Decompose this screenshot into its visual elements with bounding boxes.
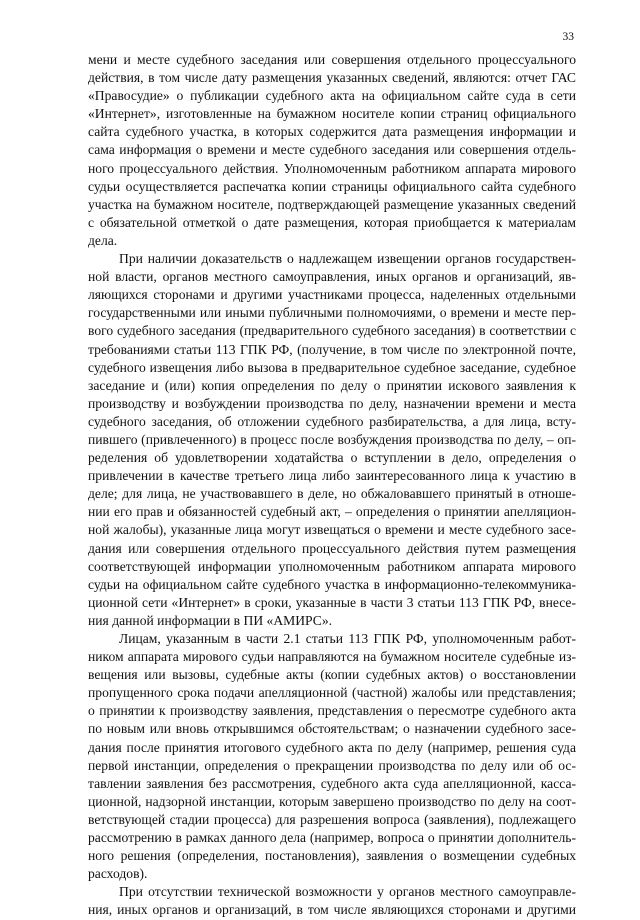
- text-line: При наличии доказательств о надлежащем извещении органов государствен-: [119, 251, 576, 267]
- text-line: мени и месте судебного заседания или совершения отдельного процессуального: [88, 52, 576, 67]
- text-line: по новым или вновь открывшимся обстоятельствам; о назначении судебного засе-: [88, 721, 576, 737]
- text-line: действия, в том числе дату размещения указанных сведений, являются: отчет ГАС: [88, 70, 576, 86]
- text-line: вещения или вызовы, судебные акты (копии судебных актов) о восстановлении: [88, 667, 576, 683]
- text-line: Лицам, указанным в части 2.1 статьи 113 ГПК РФ, уполномоченным работ-: [119, 631, 576, 646]
- text-line: первой инстанции, определения о прекращении производства по делу или об ос-: [88, 757, 576, 773]
- text-line: соответствующей информации уполномоченным работником аппарата мирового: [88, 558, 576, 574]
- text-line: судебного извещения либо вызова в предварительное судебное заседание, судебное: [88, 359, 576, 375]
- paragraph: [88, 51, 576, 250]
- text-line: тавлении заявления без рассмотрения, судебного акта суда апелляционной, касса-: [88, 775, 576, 791]
- text-line: дания после принятия итогового судебного акта по делу (например, решения суда: [88, 739, 576, 755]
- text-line: сама информация о времени и месте судебного заседания или совершения отдель-: [88, 142, 576, 158]
- text-line: расходов).: [88, 866, 148, 882]
- text-line: судьи осуществляется распечатка копии страницы официального сайта судебного: [88, 178, 576, 194]
- text-line: ной жалобы), указанные лица могут извещаться о времени и месте судебного засе-: [88, 522, 576, 538]
- text-line: «Интернет», изготовленные на бумажном носителе копии страниц официального: [88, 106, 576, 122]
- text-line: с обязательной отметкой о дате размещения, которая приобщается к материалам: [88, 214, 576, 230]
- text-line: судебного заседания, об отложении судебного разбирательства, а для лица, всту-: [88, 413, 576, 429]
- text-line: вого судебного заседания (предварительного судебного заседания) в соответствии с: [88, 323, 576, 339]
- text-line: ния данной информации в ПИ «АМИРС».: [88, 612, 333, 628]
- text-line: участка на бумажном носителе, подтверждающей размещение указанных сведений: [88, 196, 576, 212]
- paragraph: [88, 250, 576, 630]
- text-line: нии его прав и обязанностей судебный акт, – определения о принятии апелляцион-: [88, 504, 576, 520]
- text-line: ного процессуального действия. Уполномоченным работником аппарата мирового: [88, 160, 576, 176]
- text-line: ником аппарата мирового судьи направляются на бумажном носителе судебные из-: [88, 649, 576, 665]
- text-line: ного решения (определения, постановления), заявления о возмещении судебных: [88, 848, 576, 864]
- text-line: ционной, надзорной инстанции, которым завершено производство по делу на соот-: [88, 793, 576, 809]
- text-line: заседание и (или) копия определения по делу о принятии искового заявления к: [88, 377, 576, 393]
- text-line: производству и возбуждении производства по делу, назначении времени и места: [88, 395, 576, 411]
- text-line: ветствующей стадии процесса) для разрешения вопроса (заявления), подлежащего: [88, 811, 576, 827]
- document-body: [88, 51, 576, 920]
- text-line: ляющихся сторонами и другими участниками процесса, наделенных отдельными: [88, 287, 576, 303]
- text-line: сайта судебного участка, в которых содержится дата размещения информации и: [88, 124, 576, 140]
- text-line: ния, иных органов и организаций, в том числе являющихся сторонами и другими: [88, 902, 576, 918]
- text-line: ной власти, органов местного самоуправления, иных органов и организаций, яв-: [88, 269, 576, 285]
- text-line: дания или совершения отдельного процессуального действия путем размещения: [88, 540, 576, 556]
- text-line: государственными или иными публичными полномочиями, о времени и месте пер-: [88, 305, 576, 321]
- paragraph: [88, 883, 576, 919]
- text-line: требованиями статьи 113 ГПК РФ, (получение, в том числе по электронной почте,: [88, 341, 576, 357]
- text-line: о принятии к производству заявления, представления о пересмотре судебного акта: [88, 703, 576, 719]
- text-line: дела.: [88, 232, 118, 248]
- text-line: ционной сети «Интернет» в сроки, указанные в части 3 статьи 113 ГПК РФ, внесе-: [88, 594, 576, 610]
- text-line: судьи на официальном сайте судебного участка в информационно-телекоммуника-: [88, 576, 576, 592]
- text-line: ределения об удовлетворении ходатайства о вступлении в дело, определения о: [88, 450, 576, 466]
- text-line: пропущенного срока подачи апелляционной (частной) жалобы или представления;: [88, 685, 576, 701]
- text-line: привлечении в качестве третьего лица либо заинтересованного лица к участию в: [88, 468, 576, 484]
- text-line: пившего (привлеченного) в процесс после возбуждения производства по делу, – оп-: [88, 431, 576, 447]
- text-line: рассмотрению в рамках данного дела (например, вопроса о принятии дополнитель-: [88, 830, 576, 846]
- text-line: При отсутствии технической возможности у органов местного самоуправле-: [119, 884, 576, 900]
- text-line: «Правосудие» о публикации судебного акта на официальном сайте суда в сети: [88, 88, 576, 104]
- paragraph: [88, 630, 576, 883]
- page-number: 33: [562, 31, 574, 43]
- text-line: деле; для лица, не участвовавшего в деле, но обжаловавшего принятый в отноше-: [88, 486, 576, 502]
